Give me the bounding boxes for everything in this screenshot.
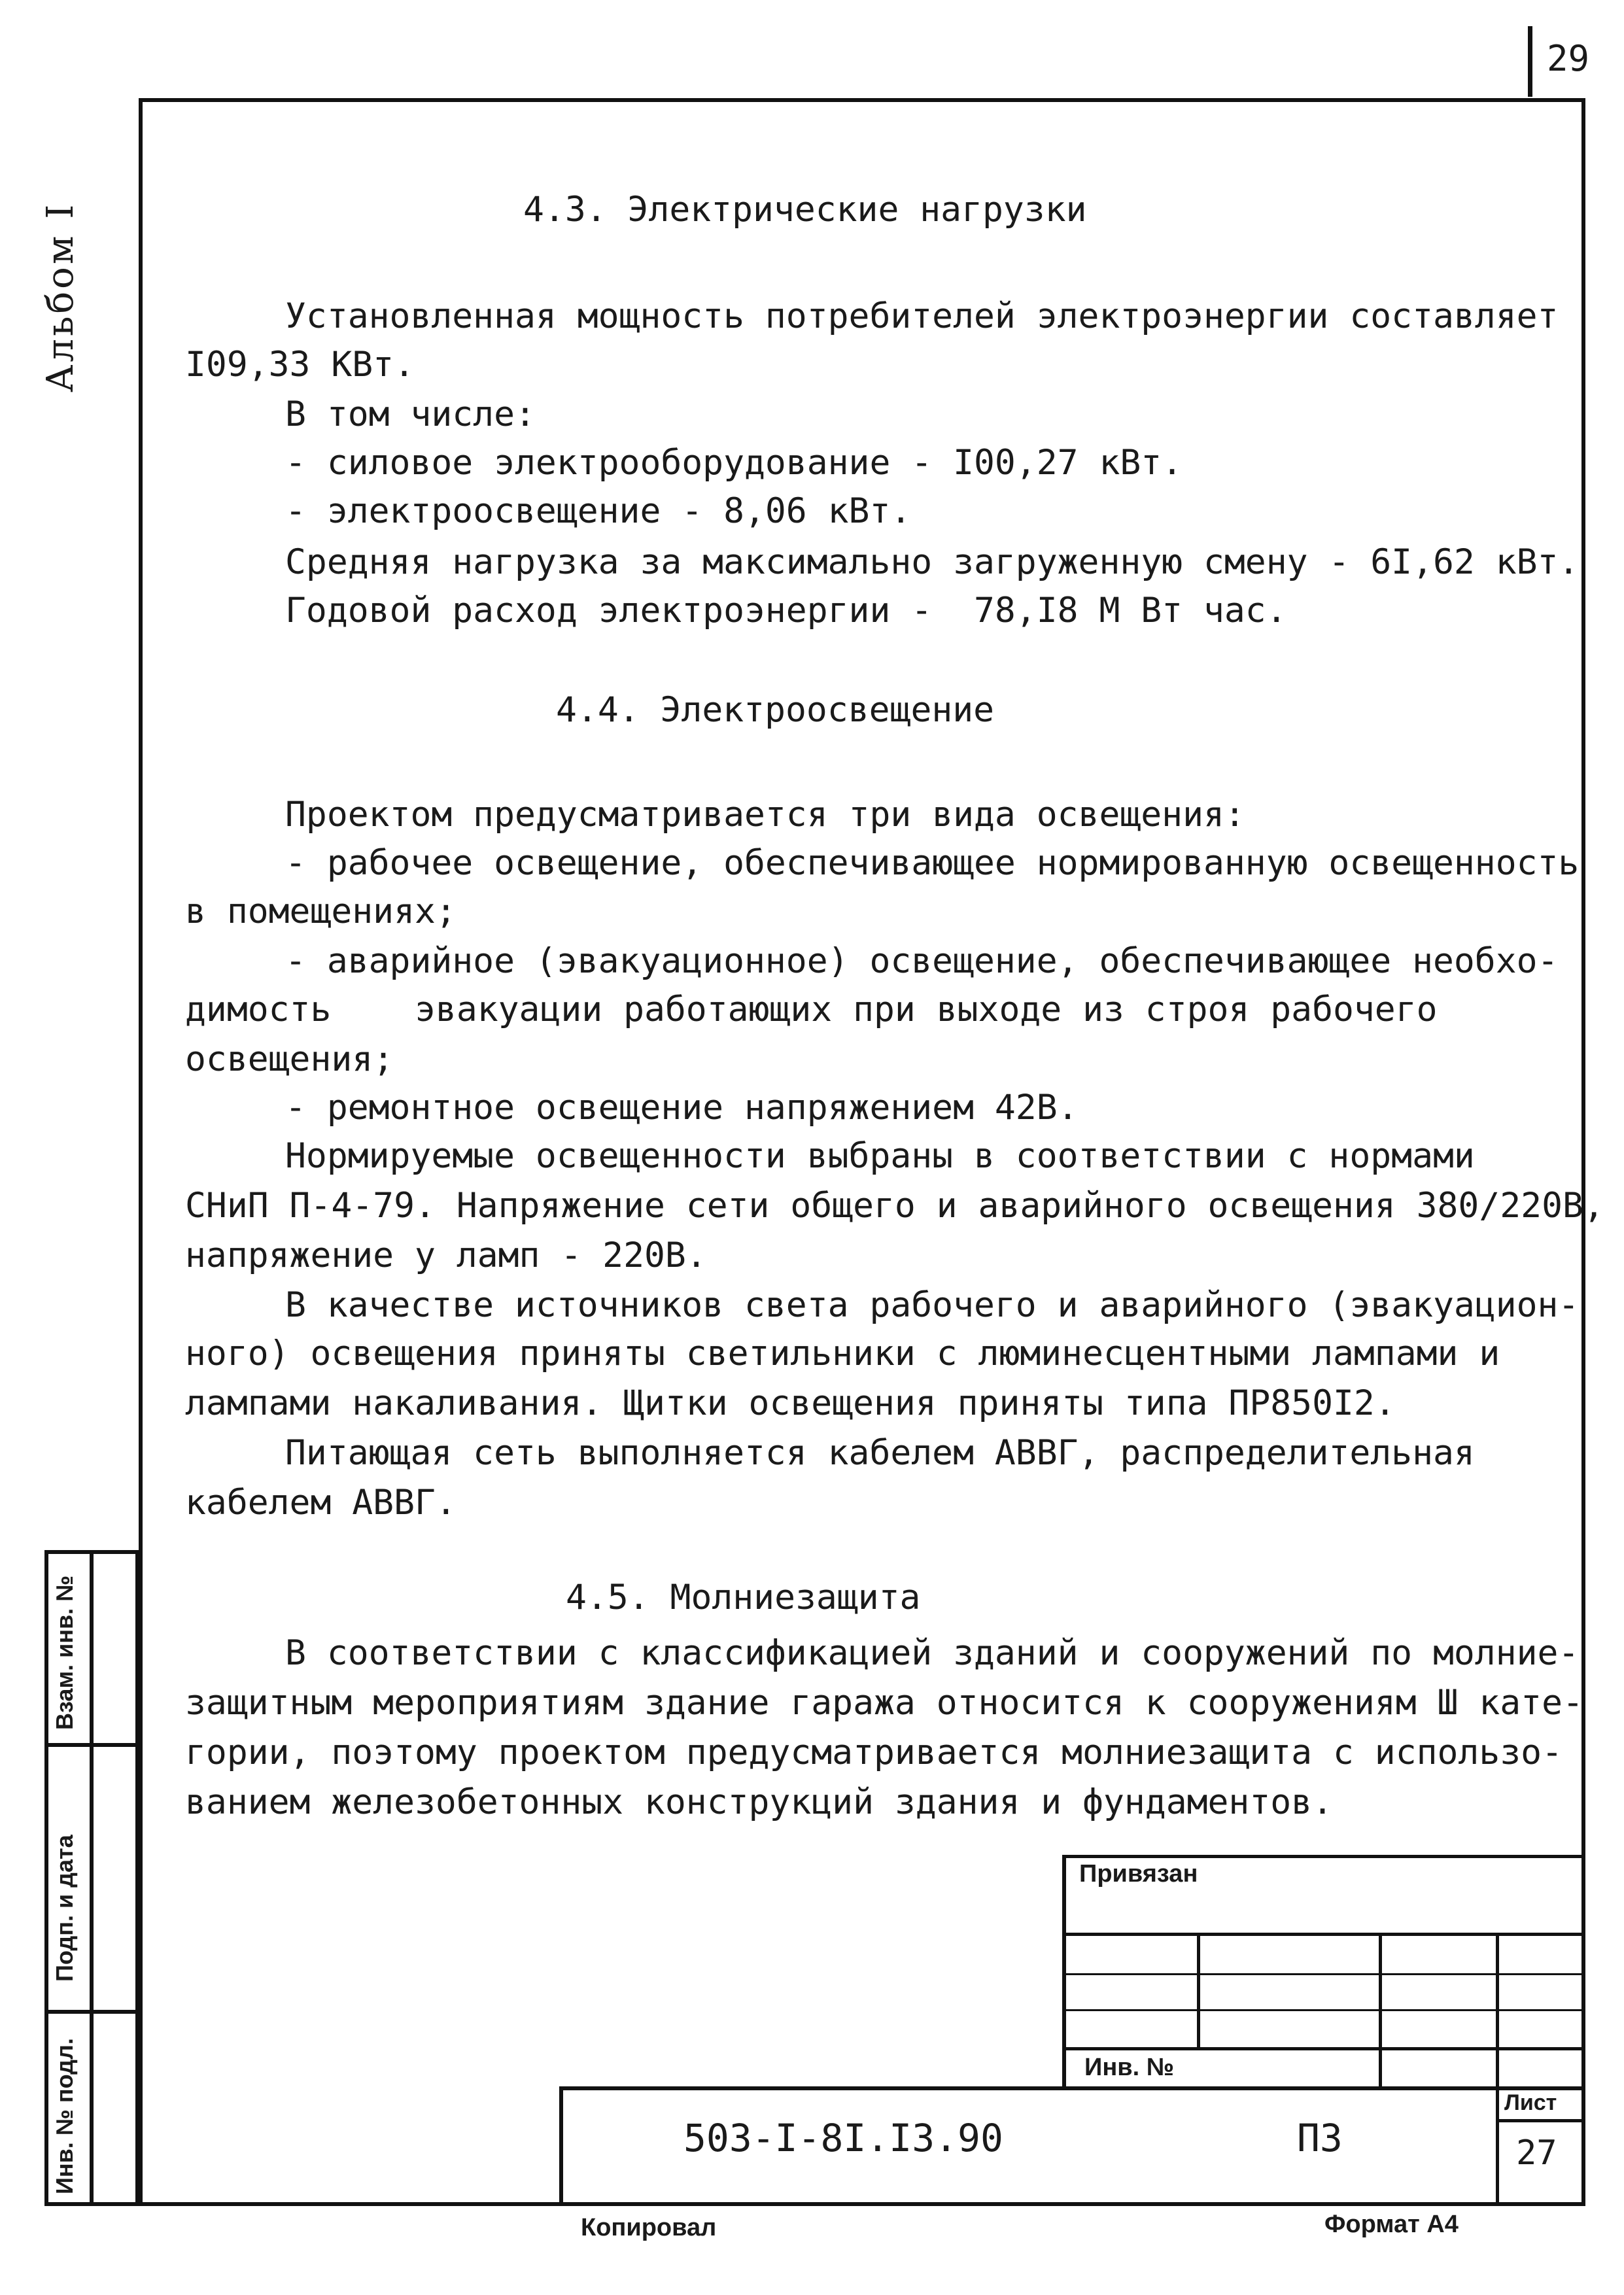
text-line: освещения; (185, 1039, 394, 1079)
title-block-line (1062, 2047, 1583, 2050)
text-line: - ремонтное освещение напряжением 42В. (285, 1088, 1079, 1128)
title-block-line (1062, 1973, 1583, 1975)
text-line: СНиП П-4-79. Напряжение сети общего и аварийного освещения 380/220В, (185, 1186, 1604, 1226)
format-label: Формат А4 (1324, 2211, 1459, 2238)
text-line: кабелем АВВГ. (185, 1483, 457, 1523)
page-number: 29 (1547, 38, 1590, 79)
sheet-number: 27 (1516, 2133, 1557, 2173)
text-line: димость эвакуации работающих при выходе из строя рабочего (185, 990, 1438, 1029)
title-block-line (559, 2086, 1583, 2090)
text-line: В том числе: (285, 394, 536, 434)
title-block-line (1062, 1855, 1066, 2090)
text-line: Установленная мощность потребителей электроэнергии составляет (285, 296, 1559, 336)
text-line: - аварийное (эвакуационное) освещение, обеспечивающее необхо- (285, 941, 1559, 981)
privyazan-label: Привязан (1079, 1860, 1198, 1888)
inv-no-label: Инв. № (1084, 2054, 1175, 2081)
text-line: Проектом предусматривается три вида освещения: (285, 795, 1245, 835)
title-block-line (1496, 2119, 1583, 2122)
sheet-label: Лист (1504, 2090, 1557, 2115)
text-line: ного) освещения приняты светильники с люминесцентными лампами и (185, 1334, 1500, 1373)
text-line: гории, поэтому проектом предусматривается молниезащита с использо- (185, 1733, 1563, 1772)
page-number-divider (1528, 26, 1532, 97)
podp-data-label: Подп. и дата (51, 1835, 78, 1982)
title-block-line (1062, 1855, 1583, 1858)
text-line: В соответствии с классификацией зданий и сооружений по молние- (285, 1633, 1580, 1673)
title-block-line (1379, 1933, 1382, 2088)
text-line: напряжение у ламп - 220В. (185, 1235, 707, 1275)
title-block-line (1197, 1933, 1200, 2049)
title-block-line (1062, 1933, 1583, 1936)
text-line: Питающая сеть выполняется кабелем АВВГ, распределительная (285, 1433, 1475, 1473)
text-line: в помещениях; (185, 891, 457, 931)
title-block-line (559, 2086, 563, 2206)
text-line: В качестве источников света рабочего и аварийного (эвакуацион- (285, 1285, 1580, 1325)
text-line: Нормируемые освещенности выбраны в соответствии с нормами (285, 1136, 1475, 1176)
text-line: - электроосвещение - 8,06 кВт. (285, 491, 912, 531)
text-line: Годовой расход электроэнергии - 78,I8 М Вт час. (285, 591, 1287, 630)
text-line: Средняя нагрузка за максимально загруженную смену - 6I,62 кВт. (285, 542, 1580, 582)
section-heading: 4.4. Электроосвещение (556, 690, 995, 730)
document-type: ПЗ (1297, 2116, 1343, 2160)
section-heading: 4.5. Молниезащита (566, 1578, 921, 1617)
vzam-inv-label: Взам. инв. № (51, 1575, 78, 1730)
title-block-line (1062, 2009, 1583, 2011)
title-block-line (1496, 1933, 1499, 2204)
text-line: лампами накаливания. Щитки освещения приняты типа ПР850I2. (185, 1383, 1396, 1423)
text-line: защитным мероприятиям здание гаража относится к сооружениям Ш кате- (185, 1683, 1583, 1723)
album-label: Альбом I (39, 201, 82, 392)
section-heading: 4.3. Электрические нагрузки (523, 190, 1087, 230)
margin-stamp-divider (44, 1743, 139, 1747)
text-line: I09,33 КВт. (185, 345, 415, 385)
inv-podl-label: Инв. № подл. (51, 2038, 78, 2194)
text-line: ванием железобетонных конструкций здания и фундаментов. (185, 1782, 1333, 1822)
copied-by-label: Копировал (581, 2214, 717, 2241)
text-line: - силовое электрооборудование - I00,27 кВт. (285, 443, 1183, 483)
margin-stamp-divider (44, 2010, 139, 2014)
margin-stamp-divider (90, 1550, 94, 2206)
text-line: - рабочее освещение, обеспечивающее нормированную освещенность (285, 843, 1580, 883)
document-code: 503-I-8I.I3.90 (683, 2116, 1003, 2160)
